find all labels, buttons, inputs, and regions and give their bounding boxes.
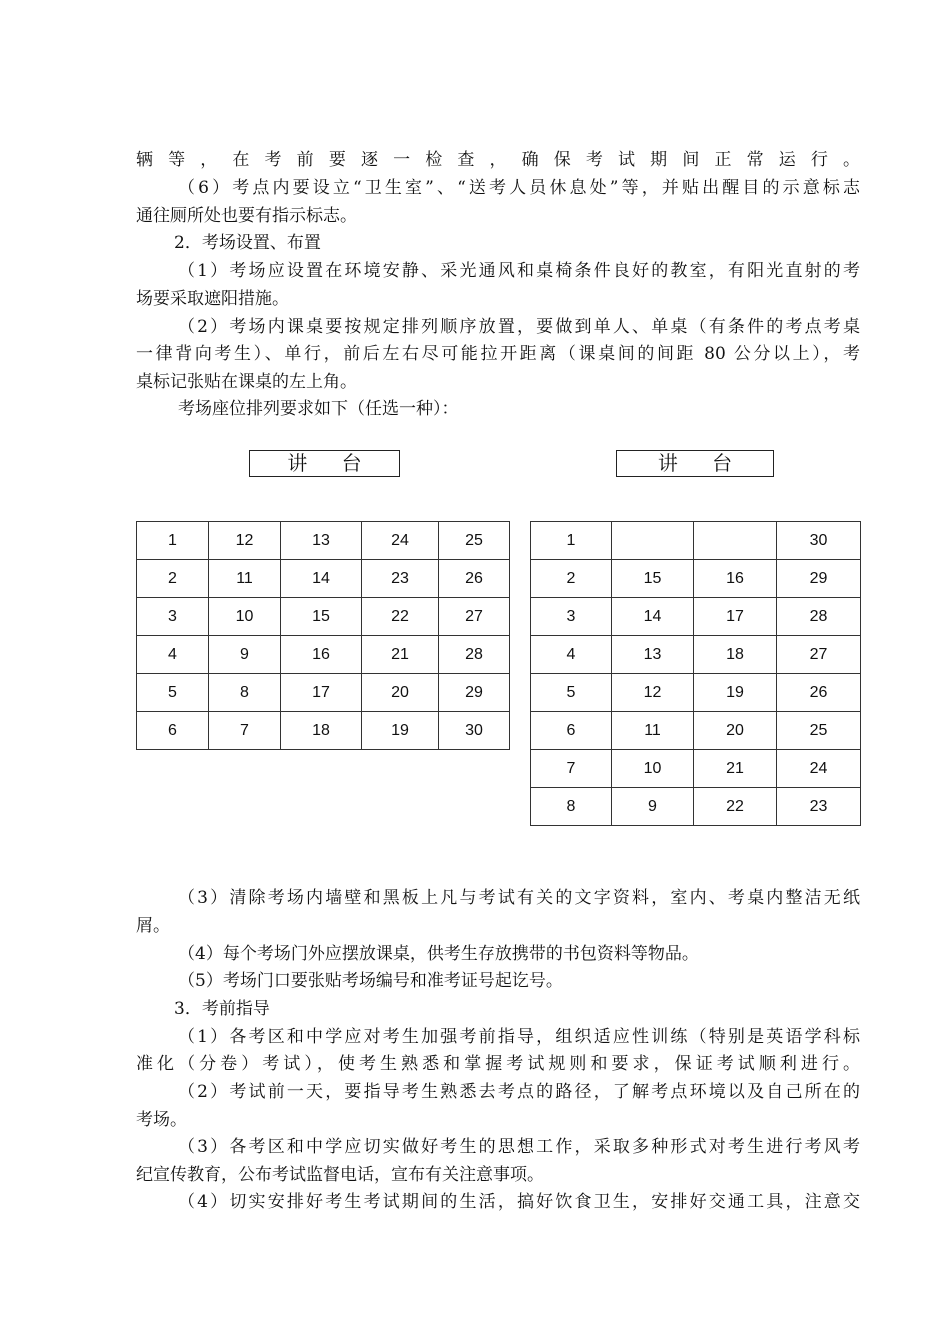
seat-cell: 25 [439,522,510,560]
seat-row [137,712,510,750]
section-heading: 3．考前指导 [174,999,270,1019]
seat-cell: 15 [612,560,694,598]
seat-cell: 16 [281,636,362,674]
text-line: 桌标记张贴在课桌的左上角。 [136,372,357,392]
text-line: 通往厕所处也要有指示标志。 [136,206,357,226]
seat-row [531,674,861,712]
seat-cell: 28 [439,636,510,674]
seat-cell: 14 [281,560,362,598]
seat-cell: 25 [777,712,861,750]
seat-cell: 10 [612,750,694,788]
seat-cell: 13 [281,522,362,560]
seat-row [531,522,861,560]
seat-cell: 13 [612,636,694,674]
seat-row [531,712,861,750]
seat-cell: 26 [439,560,510,598]
seat-cell: 21 [362,636,439,674]
seat-row [531,788,861,826]
seat-row [531,598,861,636]
seat-cell: 30 [439,712,510,750]
seat-cell: 5 [137,674,209,712]
seat-row [137,674,510,712]
seat-row [531,636,861,674]
seat-cell: 1 [531,522,612,560]
seat-cell: 12 [612,674,694,712]
text-line: 辆等，在考前要逐一检查，确保考试期间正常运行。 [136,150,860,170]
seat-cell: 3 [531,598,612,636]
text-line: （1）各考区和中学应对考生加强考前指导，组织适应性训练（特别是英语学科标 [178,1027,860,1047]
seat-cell: 27 [439,598,510,636]
seat-cell: 19 [362,712,439,750]
seating-table-left [136,521,510,750]
seat-cell: 27 [777,636,861,674]
seat-cell: 18 [694,636,777,674]
seat-cell [612,522,694,560]
seat-cell: 26 [777,674,861,712]
seat-cell: 22 [694,788,777,826]
seat-cell: 23 [777,788,861,826]
seat-cell: 24 [362,522,439,560]
seat-cell: 8 [209,674,281,712]
seat-cell: 14 [612,598,694,636]
seat-cell: 9 [612,788,694,826]
seat-cell: 7 [531,750,612,788]
seat-cell: 6 [531,712,612,750]
text-line: （2）考试前一天，要指导考生熟悉去考点的路径，了解考点环境以及自己所在的 [178,1082,860,1102]
text-line: （6）考点内要设立“卫生室”、“送考人员休息处”等，并贴出醒目的示意标志 [178,178,860,198]
seat-cell: 2 [137,560,209,598]
seat-cell: 2 [531,560,612,598]
seat-cell: 7 [209,712,281,750]
text-line: 场要采取遮阳措施。 [136,289,289,309]
seat-row [531,750,861,788]
seat-row [137,598,510,636]
seat-cell [694,522,777,560]
seating-table-right [530,521,861,826]
seat-row [137,636,510,674]
text-line: （4）每个考场门外应摆放课桌，供考生存放携带的书包资料等物品。 [178,944,699,964]
seat-cell: 10 [209,598,281,636]
seat-cell: 1 [137,522,209,560]
text-line: 屑。 [136,916,170,936]
seat-cell: 16 [694,560,777,598]
seat-cell: 9 [209,636,281,674]
podium-label-right: 讲 台 [616,450,774,477]
seat-cell: 4 [531,636,612,674]
text-line: （2）考场内课桌要按规定排列顺序放置，要做到单人、单桌（有条件的考点考桌 [178,317,860,337]
seat-row [137,522,510,560]
seat-cell: 24 [777,750,861,788]
seat-cell: 19 [694,674,777,712]
seat-cell: 6 [137,712,209,750]
seat-cell: 3 [137,598,209,636]
seat-row [137,560,510,598]
seat-cell: 28 [777,598,861,636]
seat-cell: 29 [439,674,510,712]
seat-cell: 8 [531,788,612,826]
text-line: 准化（分卷）考试），使考生熟悉和掌握考试规则和要求，保证考试顺利进行。 [136,1054,860,1074]
seat-cell: 22 [362,598,439,636]
seat-cell: 12 [209,522,281,560]
seat-cell: 4 [137,636,209,674]
text-line: （3）清除考场内墙壁和黑板上凡与考试有关的文字资料，室内、考桌内整洁无纸 [178,888,860,908]
seat-cell: 20 [362,674,439,712]
text-line: （5）考场门口要张贴考场编号和准考证号起讫号。 [178,971,563,991]
text-line: 一律背向考生）、单行，前后左右尽可能拉开距离（课桌间的间距 80 公分以上），考 [136,344,860,364]
seat-cell: 20 [694,712,777,750]
seat-cell: 21 [694,750,777,788]
text-line: 考场。 [136,1110,187,1130]
seat-cell: 17 [694,598,777,636]
text-line: 考场座位排列要求如下（任选一种）： [178,399,459,419]
section-heading: 2．考场设置、布置 [174,233,321,253]
seat-cell: 5 [531,674,612,712]
seat-row [531,560,861,598]
seat-cell: 23 [362,560,439,598]
podium-label-left: 讲 台 [249,450,400,477]
text-line: 纪宣传教育，公布考试监督电话，宣布有关注意事项。 [136,1165,544,1185]
seat-cell: 11 [209,560,281,598]
text-line: （1）考场应设置在环境安静、采光通风和桌椅条件良好的教室，有阳光直射的考 [178,261,860,281]
seat-cell: 15 [281,598,362,636]
seat-cell: 11 [612,712,694,750]
text-line: （3）各考区和中学应切实做好考生的思想工作，采取多种形式对考生进行考风考 [178,1137,860,1157]
seat-cell: 29 [777,560,861,598]
text-line: （4）切实安排好考生考试期间的生活，搞好饮食卫生，安排好交通工具，注意交 [178,1192,860,1212]
seat-cell: 17 [281,674,362,712]
seat-cell: 30 [777,522,861,560]
seat-cell: 18 [281,712,362,750]
